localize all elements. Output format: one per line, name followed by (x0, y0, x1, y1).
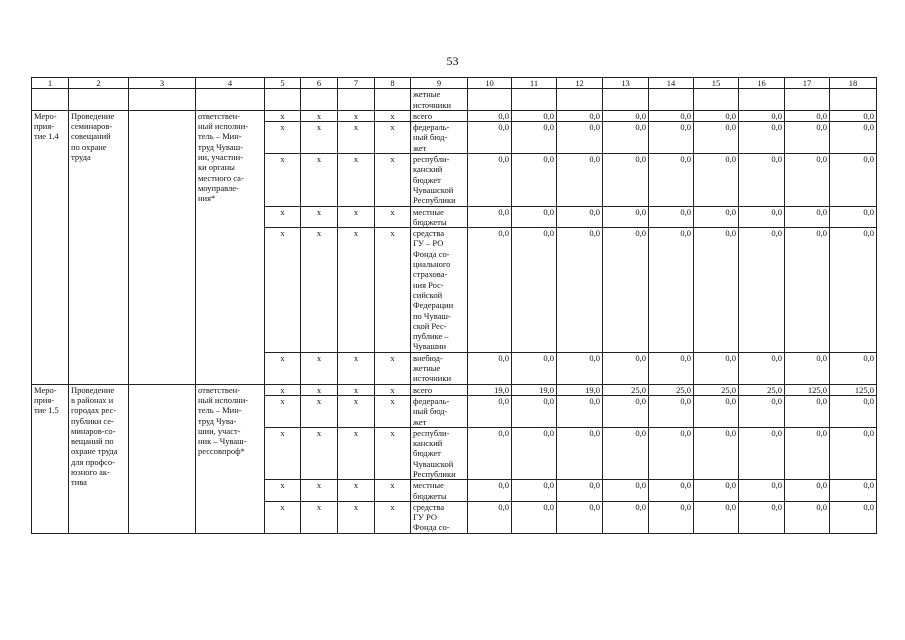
value-cell: 0,0 (739, 352, 785, 384)
value-cell (512, 89, 557, 111)
value-cell: 0,0 (468, 206, 512, 228)
value-cell: 19,0 (512, 384, 557, 395)
value-cell: 0,0 (694, 501, 739, 533)
value-cell: 0,0 (739, 122, 785, 154)
value-cell: 0,0 (785, 395, 830, 427)
column-number: 4 (196, 78, 265, 89)
activity-name: Проведение семинаров- совещаний по охране труда (69, 110, 129, 384)
code-cell: x (301, 206, 338, 228)
code-cell: x (265, 228, 301, 353)
code-cell: x (265, 206, 301, 228)
value-cell: 0,0 (468, 480, 512, 502)
code-cell: x (375, 154, 411, 206)
code-cell: x (338, 122, 375, 154)
value-cell: 0,0 (739, 480, 785, 502)
value-cell: 0,0 (468, 395, 512, 427)
empty-cell (129, 89, 196, 111)
funding-source: федераль- ный бюд- жет (411, 395, 468, 427)
activity-id: Меро- прия- тие 1.5 (32, 384, 69, 533)
value-cell: 0,0 (512, 352, 557, 384)
value-cell: 0,0 (694, 352, 739, 384)
code-cell: x (301, 228, 338, 353)
value-cell: 0,0 (557, 110, 603, 121)
column-number: 5 (265, 78, 301, 89)
value-cell: 0,0 (694, 228, 739, 353)
empty-cell (375, 89, 411, 111)
value-cell: 0,0 (694, 154, 739, 206)
column-number: 12 (557, 78, 603, 89)
value-cell (468, 89, 512, 111)
code-cell: x (338, 154, 375, 206)
code-cell: x (375, 352, 411, 384)
value-cell: 0,0 (785, 352, 830, 384)
value-cell: 0,0 (830, 395, 877, 427)
value-cell: 0,0 (694, 427, 739, 479)
value-cell (785, 89, 830, 111)
value-cell: 0,0 (739, 154, 785, 206)
value-cell: 0,0 (739, 427, 785, 479)
value-cell: 0,0 (785, 122, 830, 154)
code-cell: x (375, 427, 411, 479)
funding-source: всего (411, 384, 468, 395)
value-cell: 0,0 (830, 154, 877, 206)
code-cell: x (265, 384, 301, 395)
activity-executor: ответствен- ный исполни- тель – Мин- труд Чува- шии, участ- ник – Чуваш- рессовпроф* (196, 384, 265, 533)
page-number: 53 (446, 54, 459, 68)
value-cell: 25,0 (649, 384, 694, 395)
value-cell: 0,0 (785, 154, 830, 206)
code-cell: x (338, 395, 375, 427)
value-cell: 0,0 (649, 501, 694, 533)
funding-source: всего (411, 110, 468, 121)
value-cell: 0,0 (649, 228, 694, 353)
code-cell: x (338, 427, 375, 479)
value-cell (603, 89, 649, 111)
value-cell: 0,0 (694, 395, 739, 427)
value-cell: 0,0 (557, 395, 603, 427)
value-cell: 0,0 (512, 228, 557, 353)
continuation-row (32, 89, 877, 111)
value-cell: 0,0 (694, 110, 739, 121)
value-cell: 0,0 (830, 480, 877, 502)
value-cell: 19,0 (557, 384, 603, 395)
value-cell: 0,0 (785, 228, 830, 353)
column-number-row (32, 78, 877, 89)
value-cell: 0,0 (512, 154, 557, 206)
empty-cell (265, 89, 301, 111)
value-cell (557, 89, 603, 111)
value-cell: 0,0 (785, 110, 830, 121)
value-cell: 0,0 (603, 480, 649, 502)
value-cell: 0,0 (603, 395, 649, 427)
empty-cell (32, 89, 69, 111)
value-cell: 0,0 (785, 480, 830, 502)
value-cell: 0,0 (603, 122, 649, 154)
code-cell: x (301, 122, 338, 154)
column-number: 17 (785, 78, 830, 89)
code-cell: x (301, 501, 338, 533)
value-cell: 0,0 (512, 122, 557, 154)
value-cell: 0,0 (468, 122, 512, 154)
value-cell: 0,0 (785, 501, 830, 533)
value-cell: 0,0 (739, 501, 785, 533)
value-cell: 25,0 (694, 384, 739, 395)
code-cell: x (265, 110, 301, 121)
code-cell: x (338, 384, 375, 395)
value-cell: 0,0 (830, 122, 877, 154)
value-cell: 0,0 (739, 206, 785, 228)
table-row (32, 384, 877, 395)
code-cell: x (301, 110, 338, 121)
value-cell: 0,0 (603, 206, 649, 228)
value-cell: 0,0 (649, 480, 694, 502)
empty-cell (301, 89, 338, 111)
value-cell: 0,0 (830, 352, 877, 384)
value-cell: 0,0 (468, 352, 512, 384)
code-cell: x (338, 501, 375, 533)
value-cell: 0,0 (830, 206, 877, 228)
funding-source: средства ГУ – РО Фонда со- циального страхова- ния Рос- сийской Федерации по Чуваш- ской Рес- публике – Чувашии (411, 228, 468, 353)
activity-col3 (129, 384, 196, 533)
column-number: 7 (338, 78, 375, 89)
table-row (32, 110, 877, 121)
funding-source: республи- канский бюджет Чувашской Республики (411, 154, 468, 206)
value-cell: 0,0 (603, 228, 649, 353)
value-cell: 25,0 (739, 384, 785, 395)
value-cell (830, 89, 877, 111)
code-cell: x (265, 501, 301, 533)
value-cell: 25,0 (603, 384, 649, 395)
funding-source: местные бюджеты (411, 480, 468, 502)
code-cell: x (265, 480, 301, 502)
value-cell: 0,0 (694, 206, 739, 228)
activity-name: Проведение в районах и городах рес- публики се- минаров-со- вещаний по охране труда для профсо- юзного ак- тива (69, 384, 129, 533)
value-cell: 0,0 (468, 501, 512, 533)
code-cell: x (338, 228, 375, 353)
value-cell: 0,0 (557, 154, 603, 206)
value-cell: 0,0 (557, 228, 603, 353)
value-cell: 0,0 (649, 427, 694, 479)
column-number: 1 (32, 78, 69, 89)
column-number: 8 (375, 78, 411, 89)
code-cell: x (301, 154, 338, 206)
value-cell: 0,0 (512, 395, 557, 427)
column-number: 6 (301, 78, 338, 89)
value-cell: 0,0 (468, 110, 512, 121)
column-number: 15 (694, 78, 739, 89)
value-cell: 0,0 (649, 395, 694, 427)
value-cell: 0,0 (603, 501, 649, 533)
code-cell: x (375, 110, 411, 121)
value-cell: 0,0 (649, 206, 694, 228)
value-cell: 0,0 (649, 110, 694, 121)
code-cell: x (338, 480, 375, 502)
code-cell: x (375, 395, 411, 427)
code-cell: x (301, 480, 338, 502)
value-cell: 0,0 (468, 228, 512, 353)
value-cell: 0,0 (468, 154, 512, 206)
code-cell: x (265, 122, 301, 154)
funding-source: федераль- ный бюд- жет (411, 122, 468, 154)
empty-cell (69, 89, 129, 111)
value-cell: 0,0 (512, 110, 557, 121)
code-cell: x (375, 228, 411, 353)
code-cell: x (338, 110, 375, 121)
value-cell: 0,0 (512, 206, 557, 228)
code-cell: x (375, 122, 411, 154)
value-cell: 0,0 (512, 427, 557, 479)
column-number: 14 (649, 78, 694, 89)
code-cell: x (301, 427, 338, 479)
funding-source: местные бюджеты (411, 206, 468, 228)
value-cell: 0,0 (739, 395, 785, 427)
activity-id: Меро- прия- тие 1.4 (32, 110, 69, 384)
column-number: 2 (69, 78, 129, 89)
code-cell: x (338, 206, 375, 228)
value-cell: 0,0 (830, 110, 877, 121)
column-number: 11 (512, 78, 557, 89)
value-cell: 0,0 (603, 427, 649, 479)
value-cell: 0,0 (830, 427, 877, 479)
code-cell: x (301, 384, 338, 395)
funding-source: средства ГУ РО Фонда со- (411, 501, 468, 533)
value-cell: 0,0 (603, 154, 649, 206)
value-cell: 0,0 (830, 228, 877, 353)
value-cell (694, 89, 739, 111)
column-number: 16 (739, 78, 785, 89)
column-number: 13 (603, 78, 649, 89)
code-cell: x (375, 501, 411, 533)
value-cell: 0,0 (468, 427, 512, 479)
value-cell: 0,0 (557, 122, 603, 154)
funding-source: жетные источники (411, 89, 468, 111)
value-cell: 125,0 (830, 384, 877, 395)
activity-col3 (129, 110, 196, 384)
column-number: 3 (129, 78, 196, 89)
budget-table (31, 77, 877, 534)
value-cell: 0,0 (649, 352, 694, 384)
funding-source: республи- канский бюджет Чувашской Республики (411, 427, 468, 479)
value-cell: 0,0 (512, 480, 557, 502)
activity-executor: ответствен- ный исполни- тель – Мин- труд Чуваш- ии, участни- ки органы местного са- моуправле- ния* (196, 110, 265, 384)
value-cell: 19,0 (468, 384, 512, 395)
value-cell: 0,0 (694, 480, 739, 502)
code-cell: x (265, 352, 301, 384)
value-cell: 0,0 (512, 501, 557, 533)
code-cell: x (301, 352, 338, 384)
value-cell (649, 89, 694, 111)
value-cell: 0,0 (557, 501, 603, 533)
value-cell: 0,0 (785, 427, 830, 479)
value-cell: 0,0 (603, 110, 649, 121)
code-cell: x (265, 427, 301, 479)
empty-cell (338, 89, 375, 111)
value-cell: 0,0 (649, 154, 694, 206)
code-cell: x (265, 154, 301, 206)
code-cell: x (301, 395, 338, 427)
value-cell: 0,0 (557, 427, 603, 479)
value-cell: 0,0 (649, 122, 694, 154)
code-cell: x (375, 206, 411, 228)
code-cell: x (265, 395, 301, 427)
code-cell: x (338, 352, 375, 384)
column-number: 10 (468, 78, 512, 89)
value-cell: 0,0 (830, 501, 877, 533)
funding-source: внебюд- жетные источники (411, 352, 468, 384)
value-cell (739, 89, 785, 111)
value-cell: 0,0 (557, 352, 603, 384)
value-cell: 0,0 (603, 352, 649, 384)
code-cell: x (375, 480, 411, 502)
column-number: 9 (411, 78, 468, 89)
value-cell: 0,0 (557, 480, 603, 502)
value-cell: 0,0 (739, 110, 785, 121)
value-cell: 0,0 (785, 206, 830, 228)
value-cell: 0,0 (739, 228, 785, 353)
value-cell: 0,0 (557, 206, 603, 228)
column-number: 18 (830, 78, 877, 89)
value-cell: 125,0 (785, 384, 830, 395)
code-cell: x (375, 384, 411, 395)
value-cell: 0,0 (694, 122, 739, 154)
empty-cell (196, 89, 265, 111)
